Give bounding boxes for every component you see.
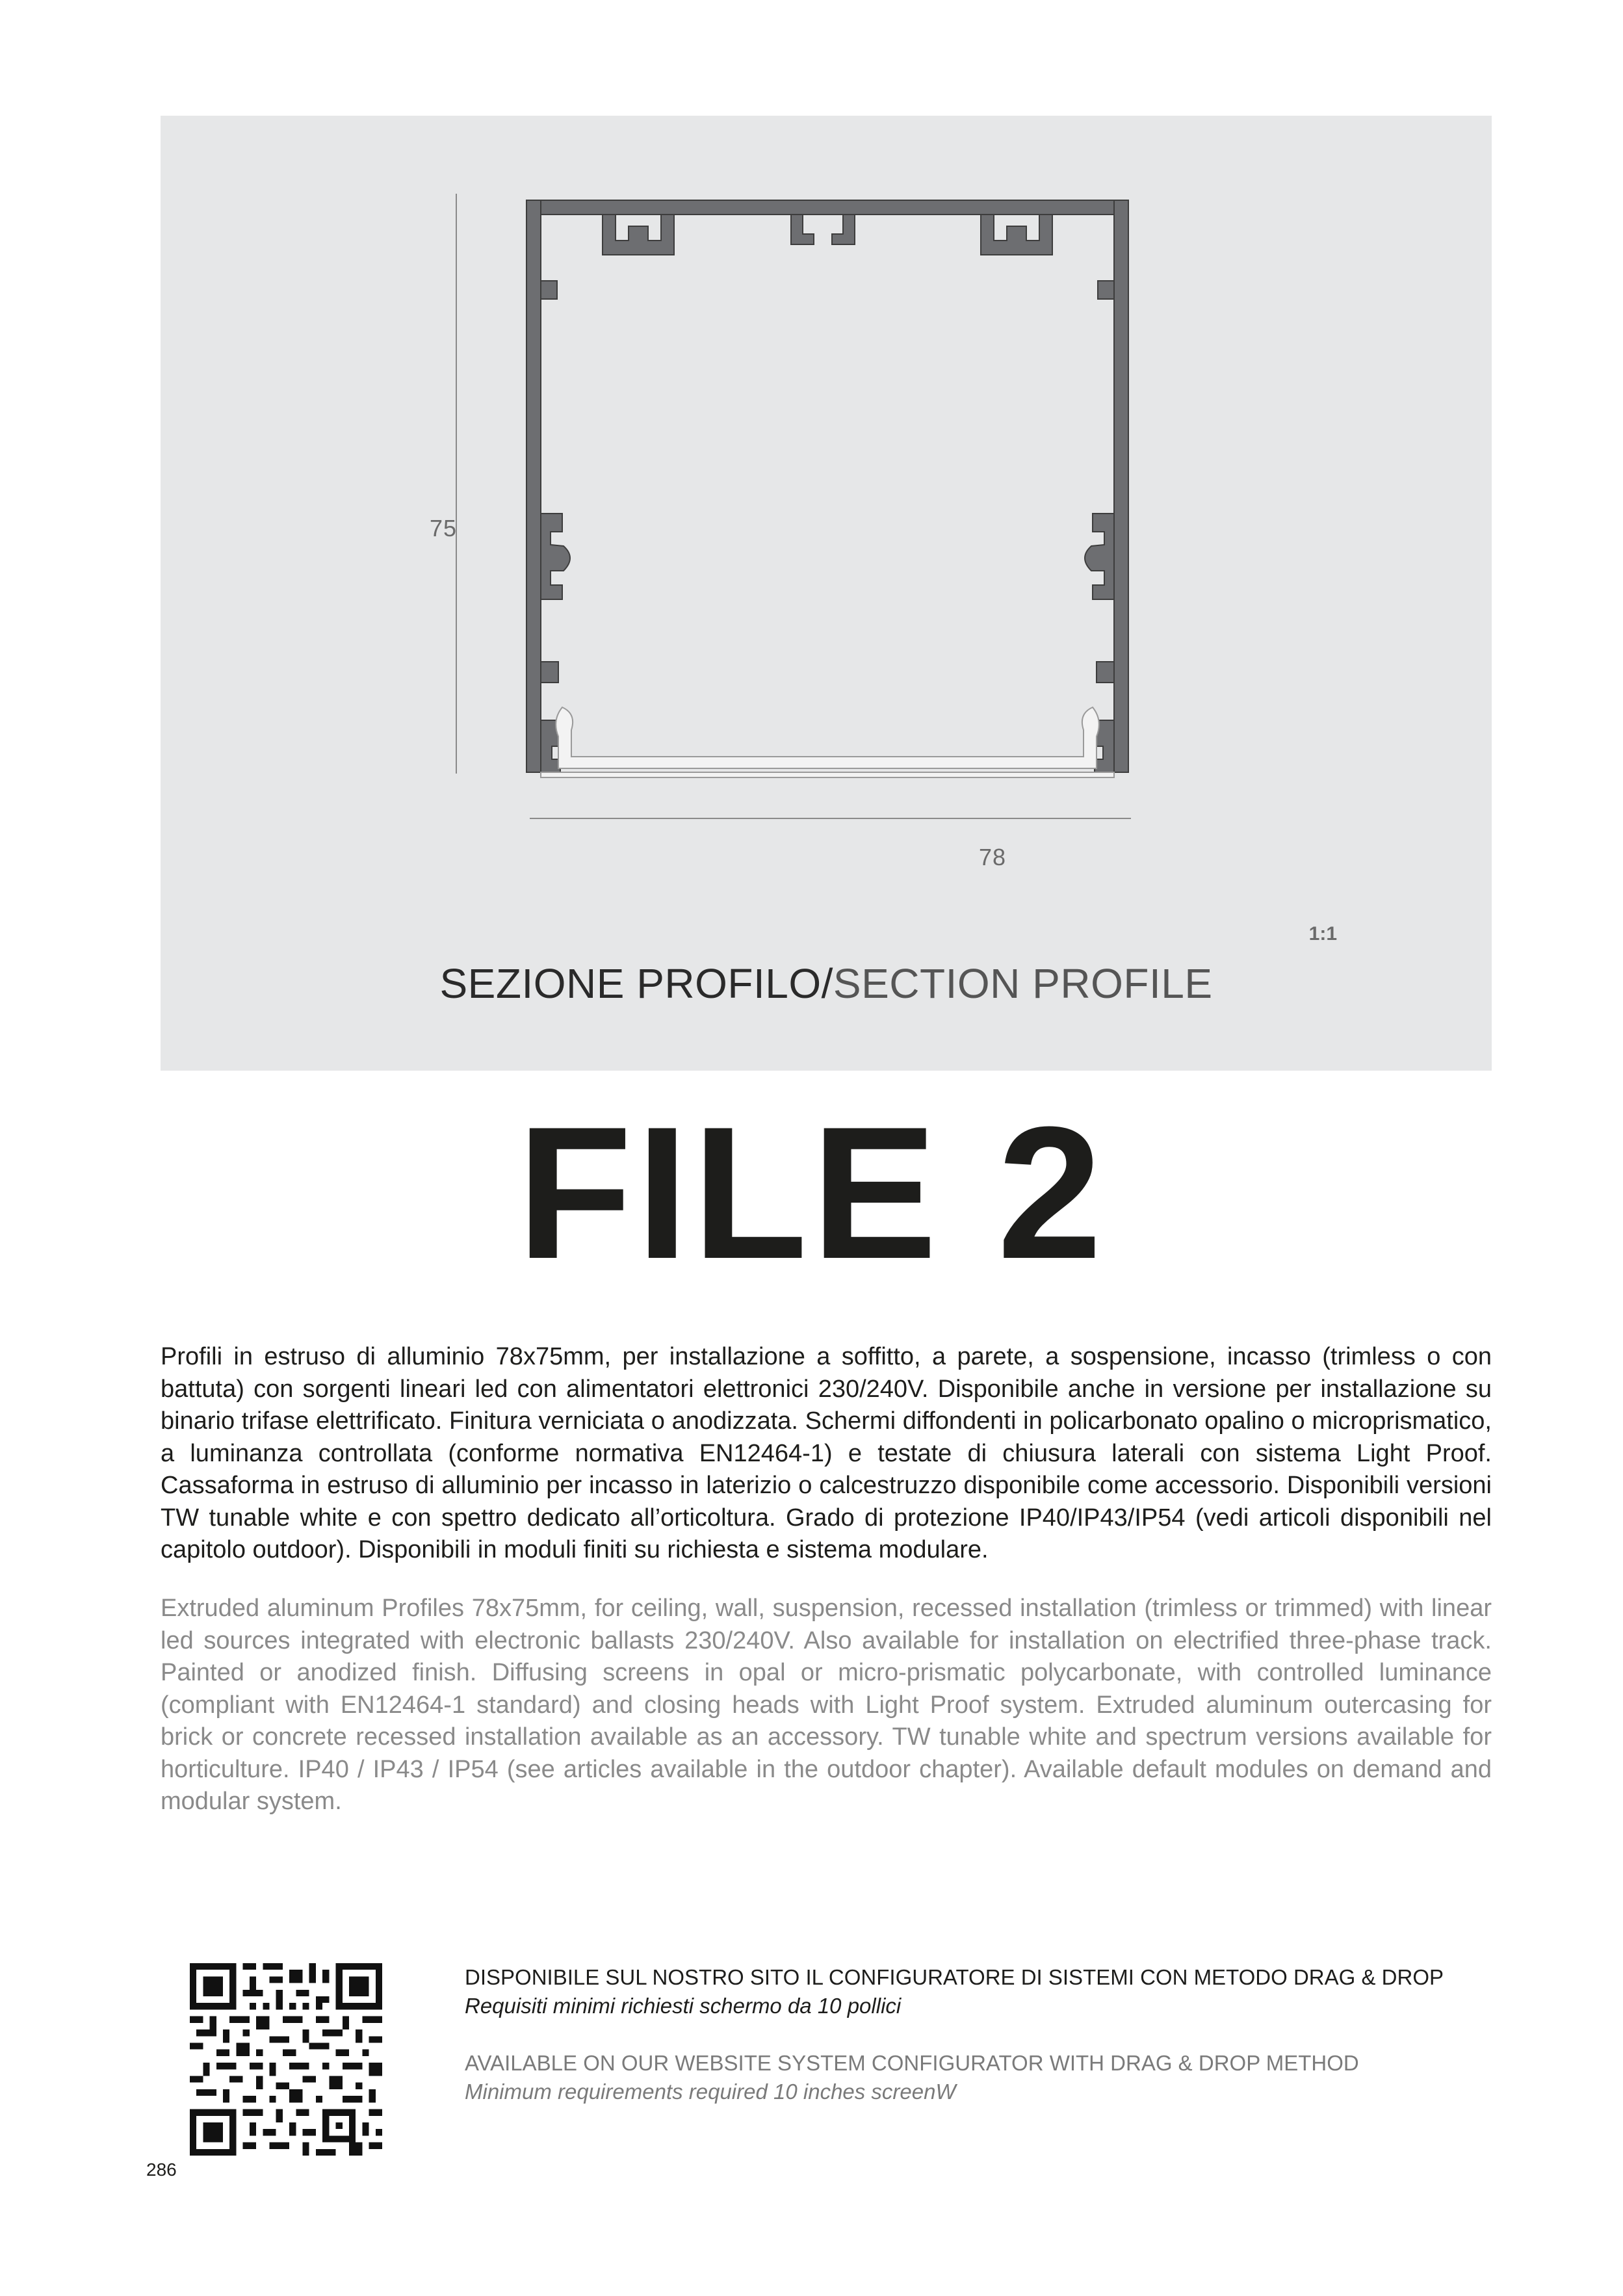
height-dimension-label: 75 [429, 515, 458, 541]
section-title-italian: SEZIONE PROFILO/ [439, 960, 833, 1007]
qr-code[interactable] [190, 1963, 382, 2156]
scale-label: 1:1 [1308, 923, 1337, 945]
product-title: FILE 2 [517, 1088, 1106, 1298]
aluminum-profile-shape [526, 200, 1128, 772]
width-dimension-label: 78 [978, 844, 1007, 870]
configurator-english-heading: AVAILABLE ON OUR WEBSITE SYSTEM CONFIGURATOR WITH DRAG & DROP METHOD [465, 2051, 1359, 2075]
configurator-italian-heading: DISPONIBILE SUL NOSTRO SITO IL CONFIGURATORE DI SISTEMI CON METODO DRAG & DROP [465, 1965, 1444, 1989]
section-profile-title [161, 959, 1492, 1008]
description-italian: Profili in estruso di alluminio 78x75mm, per installazione a soffitto, a parete, a sospensione, incasso (trimless o con battuta) con sorgenti lineari led con alimentatori elettronici 230/240V. Disponibile anche in versione per installazione su binario trifase elettrificato. Finitura verniciata o anodizzata. Schermi diffondenti in policarbonato opalino o microprismatico, a luminanza controllata (conforme normativa EN12464-1) e testate di chiusura laterali con sistema Light Proof. Cassaforma in estruso di alluminio per incasso in laterizio o calcestruzzo disponibile come accessorio. Disponibili versioni TW tunable white e con spettro dedicato all’orticoltura. Grado di protezione IP40/IP43/IP54 (vedi articoli disponibili nel capitolo outdoor). Disponibili in moduli finiti su richiesta e sistema modulare. [161, 1343, 1492, 1563]
configurator-info [465, 1963, 1479, 2106]
configurator-italian-subtitle: Requisiti minimi richiesti schermo da 10 pollici [465, 1994, 902, 2018]
description-english: Extruded aluminum Profiles 78x75mm, for ceiling, wall, suspension, recessed installation (trimless or trimmed) with linear led sources integrated with electronic ballasts 230/240V. Also available for installation on electrified three-phase track. Painted or anodized finish. Diffusing screens in opal or micro-prismatic polycarbonate, with controlled luminance (compliant with EN12464-1 standard) and closing heads with Light Proof system. Extruded aluminum outercasing for brick or concrete recessed installation available as an accessory. TW tunable white and spectrum versions available for horticulture. IP40 / IP43 / IP54 (see articles available in the outdoor chapter). Available default modules on demand and modular system. [161, 1595, 1492, 1815]
configurator-english-subtitle: Minimum requirements required 10 inches screenW [465, 2080, 956, 2104]
section-title-english: SECTION PROFILE [833, 960, 1213, 1007]
section-drawing-panel [161, 116, 1492, 1071]
diffuser-screen [541, 707, 1114, 777]
page-number: 286 [146, 2159, 177, 2180]
